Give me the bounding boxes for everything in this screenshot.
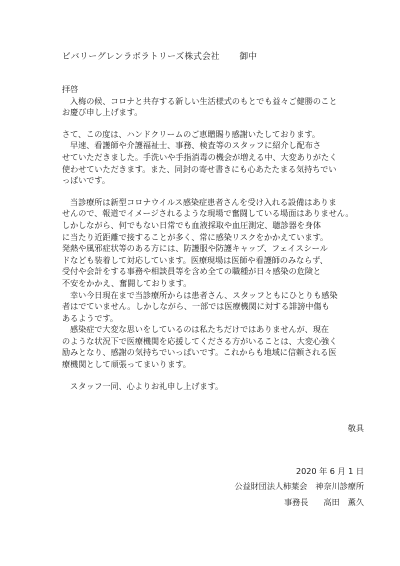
- letter-body: [62, 84, 362, 392]
- addressee-company: ビバリーグレンラボラトリーズ株式会社: [62, 52, 220, 62]
- opening-salutation: 拝啓: [62, 84, 79, 94]
- closing-salutation: 敬具: [347, 423, 364, 433]
- signer-name: 高田 薫久: [323, 497, 364, 507]
- paragraph-line: 感染症で大変な思いをしているのは私たちだけではありませんが、現在: [70, 324, 330, 335]
- addressee-honorific: 御中: [239, 52, 258, 62]
- paragraph-line: 当診療所は新型コロナウイルス感染症患者さんを受け入れる設備はありま: [70, 196, 337, 207]
- paragraph-line: 使わせていただきます。また、同封の寄せ書きにも心あたたまる気持ちでい: [62, 163, 337, 174]
- paragraph-line: お慶び申し上げます。: [62, 107, 143, 118]
- paragraph-line: 療機関として頑張ってまいります。: [62, 359, 191, 370]
- paragraph-line: さて、この度は、ハンドクリームのご恵贈賜り感謝いたしております。: [62, 128, 321, 139]
- paragraph-line: 幸い今日現在まで当診療所からは患者さん、スタッフともにひとりも感染: [70, 289, 338, 300]
- paragraph-line: のような状況下で医療機関を応援してくださる方がいることは、大変心強く: [62, 335, 338, 346]
- organization-name: 公益財団法人柿葉会 神奈川診療所: [234, 481, 364, 491]
- paragraph-line: っぱいです。: [62, 175, 110, 186]
- paragraph-line: スタッフ一同、心よりお礼申し上げます。: [70, 380, 224, 391]
- paragraph-line: 者はでていません。しかしながら、一部では医療機関に対する誹謗中傷も: [62, 301, 330, 312]
- paragraph-line: 不安をかかえ、奮闘しております。: [62, 277, 192, 288]
- paragraph-line: に当たり近距離で接することが多く、常に感染リスクをかかえています。: [62, 231, 329, 242]
- paragraph-line: ドなども装着して対応しています。医療現場は医師や看護師のみならず、: [62, 254, 328, 265]
- letter-date: 2020 年 6 月 1 日: [295, 466, 364, 476]
- paragraph-line: せんので、報道でイメージされるような現場で奮闘している場面はありません。: [62, 208, 354, 219]
- paragraph-line: せていただきました。手洗いや手指消毒の機会が増える中、大変ありがたく: [62, 151, 338, 162]
- paragraph-line: 入梅の候、コロナと共存する新しい生活様式のもとでも益々ご健勝のこと: [70, 95, 338, 106]
- paragraph-line: 受付や会計をする事務や相談員等を含め全ての職種が日々感染の危険と: [62, 266, 322, 277]
- signer: [284, 497, 364, 508]
- paragraph-line: 発熱や風邪症状等のある方には、防護服や防護キャップ、フェイスシール: [62, 243, 328, 254]
- addressee: [62, 50, 257, 62]
- paragraph-line: 励みとなり、感謝の気持ちでいっぱいです。これからも地域に信頼される医: [62, 347, 337, 358]
- paragraph-line: 早速、看護師や介護福祉士、事務、検査等のスタッフに紹介し配布さ: [70, 140, 321, 151]
- paragraph-line: あるようです。: [62, 312, 119, 323]
- signer-title: 事務長: [284, 497, 309, 507]
- paragraph-line: しかしながら、何でもない日常でも血液採取や血圧測定、聴診器を身体: [62, 219, 322, 230]
